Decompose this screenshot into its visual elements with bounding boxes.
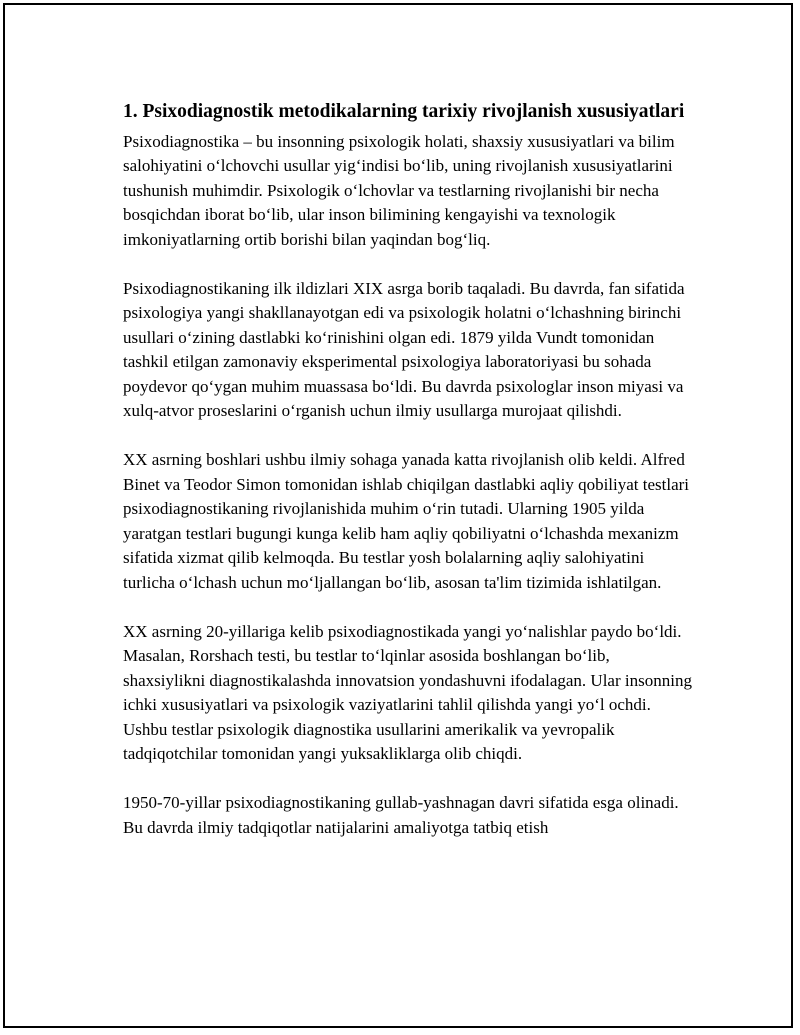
page-content — [123, 98, 693, 865]
paragraph: Psixodiagnostika – bu insonning psixologik holati, shaxsiy xususiyatlari va bilim salohiyatini o‘lchovchi usullar yig‘indisi bo‘lib, uning rivojlanish xususiyatlarini tushunish muhimdir. Psixologik o‘lchovlar va testlarning rivojlanishi bir necha bosqichdan iborat bo‘lib, ular inson bilimining kengayishi va texnologik imkoniyatlarning ortib borishi bilan yaqindan bog‘liq. — [123, 132, 675, 249]
paragraph: XX asrning 20-yillariga kelib psixodiagnostikada yangi yo‘nalishlar paydo bo‘ldi. Masalan, Rorshach testi, bu testlar to‘lqinlar asosida boshlangan bo‘lib, shaxsiylikni diagnostikalashda innovatsion yondashuvni ifodalagan. Ular insonning ichki xususiyatlari va psixologik vaziyatlarini tahlil qilishda yangi yo‘l ochdi. Ushbu testlar psixologik diagnostika usullarini amerikalik va yevropalik tadqiqotchilar tomonidan yangi yuksakliklarga olib chiqdi. — [123, 621, 692, 763]
paragraph: XX asrning boshlari ushbu ilmiy sohaga yanada katta rivojlanish olib keldi. Alfred Binet va Teodor Simon tomonidan ishlab chiqilgan dastlabki aqliy qobiliyat testlari psixodiagnostikaning rivojlanishida muhim o‘rin tutadi. Ularning 1905 yilda yaratgan testlari bugungi kunga kelib ham aqliy qobiliyatni o‘lchashda mexanizm sifatida xizmat qilib kelmoqda. Bu testlar yosh bolalarning aqliy salohiyatini turlicha o‘lchash uchun mo‘ljallangan bo‘lib, asosan ta'lim tizimida ishlatilgan. — [123, 450, 690, 592]
section-heading: 1. Psixodiagnostik metodikalarning tarixiy rivojlanish xususiyatlari — [123, 101, 685, 122]
paragraph: 1950-70-yillar psixodiagnostikaning gullab-yashnagan davri sifatida esga olinadi. Bu davrda ilmiy tadqiqotlar natijalarini amaliyotga tatbiq etish — [123, 793, 679, 837]
document-page — [3, 3, 793, 1028]
paragraph: Psixodiagnostikaning ilk ildizlari XIX asrga borib taqaladi. Bu davrda, fan sifatida psixologiya yangi shakllanayotgan edi va psixologik holatni o‘lchashning birinchi usullari o‘zining dastlabki ko‘rinishini olgan edi. 1879 yilda Vundt tomonidan tashkil etilgan zamonaviy eksperimental psixologiya laboratoriyasi bu sohada poydevor qo‘ygan muhim muassasa bo‘ldi. Bu davrda psixologlar inson miyasi va xulq-atvor proseslarini o‘rganish uchun ilmiy usullarga murojaat qilishdi. — [123, 279, 685, 421]
